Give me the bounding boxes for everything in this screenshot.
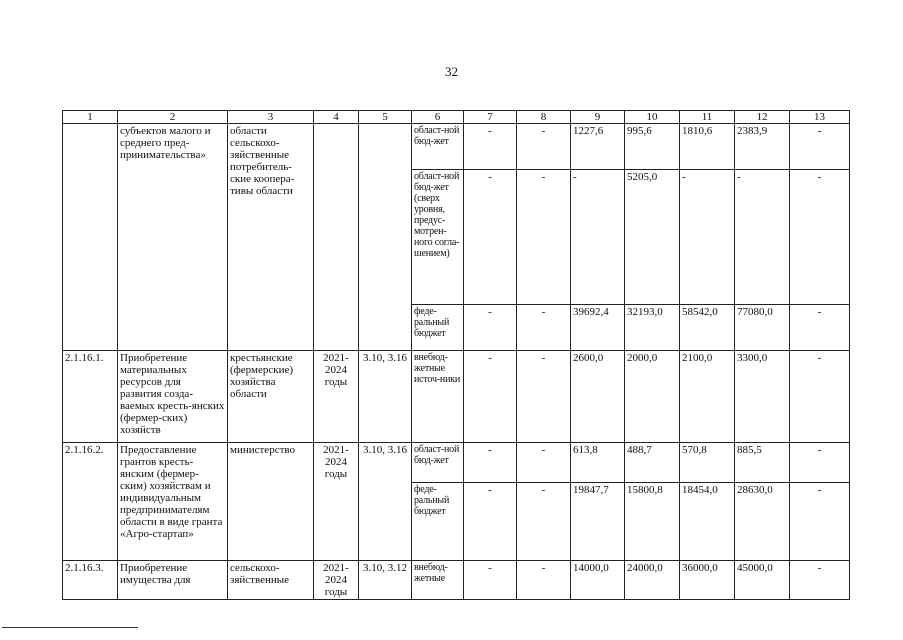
funding-source-cell: област-ной бюд-жет (412, 443, 464, 483)
value-cell: 24000,0 (625, 561, 680, 600)
event-name-cell: субъектов малого и среднего пред-принимательства» (118, 124, 228, 351)
value-cell: - (517, 305, 571, 351)
event-number-cell (63, 124, 118, 351)
value-cell: - (464, 561, 517, 600)
column-number-row (63, 111, 850, 124)
column-number: 5 (359, 111, 412, 124)
value-cell: - (464, 351, 517, 443)
column-number: 6 (412, 111, 464, 124)
value-cell: 77080,0 (735, 305, 790, 351)
value-cell: - (517, 351, 571, 443)
value-cell: 5205,0 (625, 170, 680, 305)
value-cell: 28630,0 (735, 483, 790, 561)
value-cell: - (517, 483, 571, 561)
table-row (63, 351, 850, 443)
value-cell: 45000,0 (735, 561, 790, 600)
value-cell: - (517, 443, 571, 483)
value-cell: 613,8 (571, 443, 625, 483)
value-cell: 36000,0 (680, 561, 735, 600)
value-cell: - (464, 483, 517, 561)
executor-cell: сельскохо-зяйственные (228, 561, 314, 600)
indicator-cell (359, 124, 412, 351)
event-number-cell: 2.1.16.1. (63, 351, 118, 443)
value-cell: - (464, 443, 517, 483)
value-cell: 995,6 (625, 124, 680, 170)
value-cell: 19847,7 (571, 483, 625, 561)
value-cell: - (464, 305, 517, 351)
value-cell: 18454,0 (680, 483, 735, 561)
event-name-cell: Предоставление грантов кресть-янским (фермер-ским) хозяйствам и индивидуальным предпринимателям области в виде гранта «Агро-стартап» (118, 443, 228, 561)
value-cell: 32193,0 (625, 305, 680, 351)
value-cell: 2100,0 (680, 351, 735, 443)
column-number: 13 (790, 111, 850, 124)
value-cell: - (790, 124, 850, 170)
value-cell: - (790, 483, 850, 561)
indicator-cell: 3.10, 3.16 (359, 351, 412, 443)
value-cell: 1227,6 (571, 124, 625, 170)
value-cell: 2600,0 (571, 351, 625, 443)
column-number: 8 (517, 111, 571, 124)
column-number: 3 (228, 111, 314, 124)
value-cell: - (790, 305, 850, 351)
indicator-cell: 3.10, 3.16 (359, 443, 412, 561)
executor-cell: области сельскохо-зяйственные потребитель-ские коопера-тивы области (228, 124, 314, 351)
column-number: 10 (625, 111, 680, 124)
value-cell: 488,7 (625, 443, 680, 483)
value-cell: 3300,0 (735, 351, 790, 443)
value-cell: - (464, 170, 517, 305)
funding-source-cell: област-ной бюд-жет (412, 124, 464, 170)
table-row (63, 443, 850, 483)
value-cell: 885,5 (735, 443, 790, 483)
column-number: 12 (735, 111, 790, 124)
event-name-cell: Приобретение имущества для (118, 561, 228, 600)
funding-source-cell: област-ной бюд-жет (сверх уровня, предус-мотрен-ного согла-шением) (412, 170, 464, 305)
page-number: 32 (445, 64, 458, 79)
value-cell: 14000,0 (571, 561, 625, 600)
value-cell: 39692,4 (571, 305, 625, 351)
footer-rule (2, 627, 138, 628)
value-cell: 2000,0 (625, 351, 680, 443)
table-row (63, 561, 850, 600)
value-cell: 58542,0 (680, 305, 735, 351)
program-table (62, 110, 850, 600)
column-number: 7 (464, 111, 517, 124)
value-cell: - (517, 124, 571, 170)
value-cell: 15800,8 (625, 483, 680, 561)
value-cell: - (571, 170, 625, 305)
funding-source-cell: внебюд-жетные источ-ники (412, 351, 464, 443)
value-cell: - (517, 170, 571, 305)
value-cell: 2383,9 (735, 124, 790, 170)
period-cell: 2021-2024 годы (314, 443, 359, 561)
period-cell: 2021-2024 годы (314, 351, 359, 443)
value-cell: - (790, 561, 850, 600)
event-number-cell: 2.1.16.2. (63, 443, 118, 561)
executor-cell: крестьянские (фермерские) хозяйства области (228, 351, 314, 443)
value-cell: - (680, 170, 735, 305)
column-number: 4 (314, 111, 359, 124)
column-number: 1 (63, 111, 118, 124)
indicator-cell: 3.10, 3.12 (359, 561, 412, 600)
event-name-cell: Приобретение материальных ресурсов для развития созда-ваемых кресть-янских (фермер-ских) хозяйств (118, 351, 228, 443)
value-cell: 1810,6 (680, 124, 735, 170)
period-cell: 2021-2024 годы (314, 561, 359, 600)
funding-source-cell: феде-ральный бюджет (412, 305, 464, 351)
value-cell: - (790, 443, 850, 483)
column-number: 2 (118, 111, 228, 124)
funding-source-cell: феде-ральный бюджет (412, 483, 464, 561)
column-number: 11 (680, 111, 735, 124)
value-cell: - (464, 124, 517, 170)
column-number: 9 (571, 111, 625, 124)
value-cell: 570,8 (680, 443, 735, 483)
funding-source-cell: внебюд-жетные (412, 561, 464, 600)
value-cell: - (735, 170, 790, 305)
value-cell: - (790, 170, 850, 305)
value-cell: - (517, 561, 571, 600)
value-cell: - (790, 351, 850, 443)
table-row (63, 124, 850, 170)
period-cell (314, 124, 359, 351)
event-number-cell: 2.1.16.3. (63, 561, 118, 600)
executor-cell: министерство (228, 443, 314, 561)
